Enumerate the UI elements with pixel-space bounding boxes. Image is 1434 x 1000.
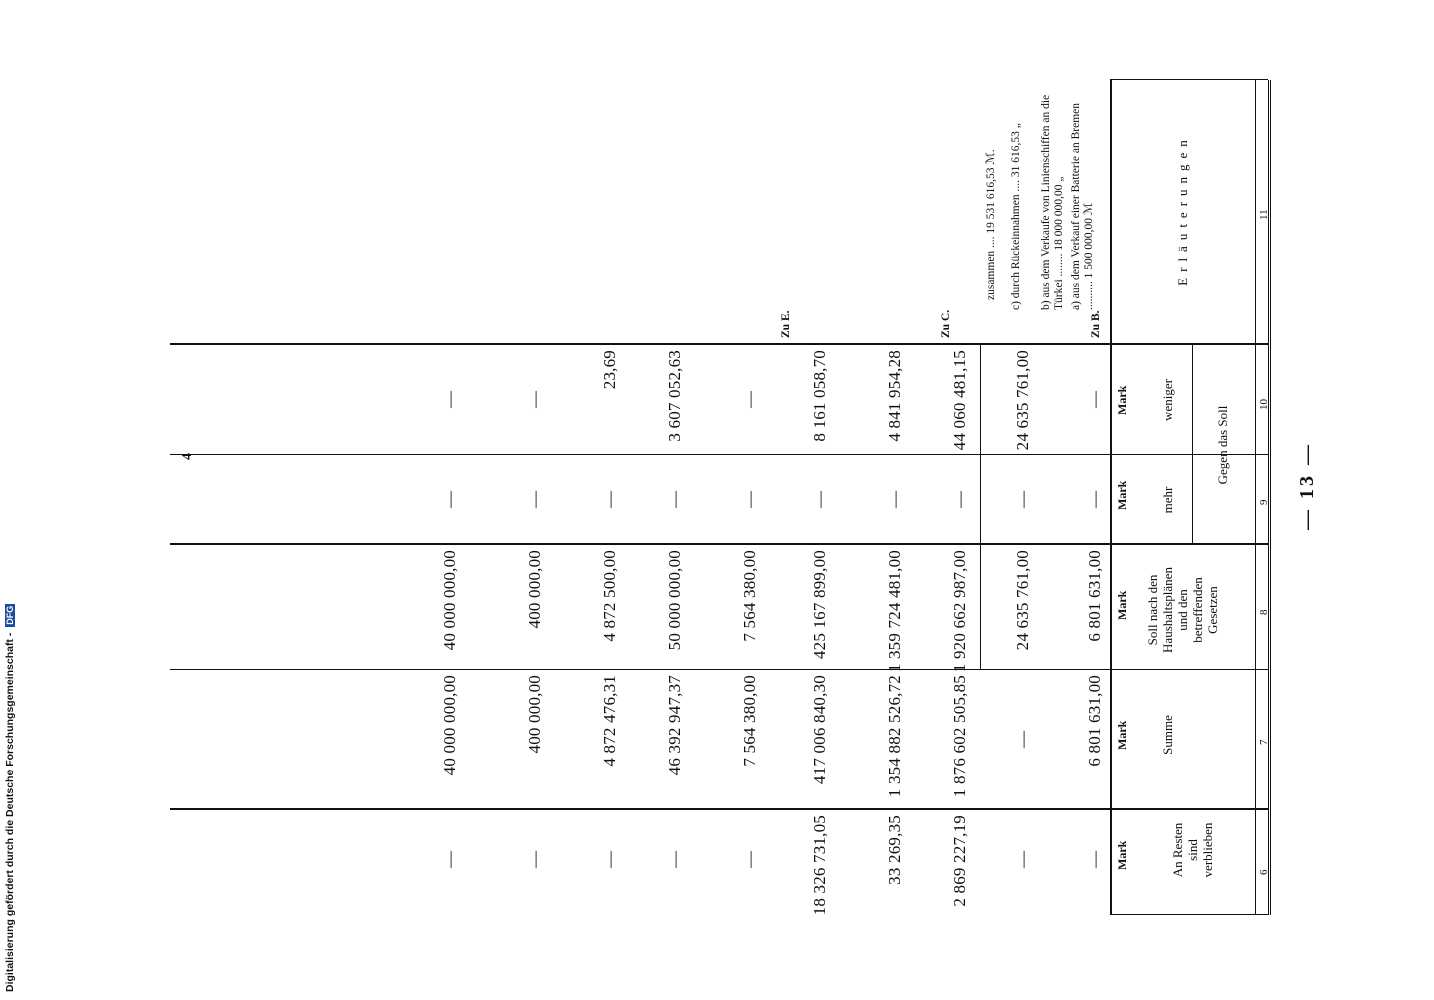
cell-c8-row-5: 425 167 899,00 — [810, 550, 829, 660]
unit-c9: Mark — [1115, 480, 1129, 510]
cell-c8-row-3: 1 920 662 987,00 — [950, 550, 969, 673]
col-sep-8-9 — [170, 543, 1268, 545]
page-signature: 4 — [180, 453, 195, 460]
header-c11: Erläuterungen — [1175, 134, 1190, 286]
cell-c7-row-2: — — [1013, 731, 1032, 748]
colno-rule — [1255, 80, 1256, 915]
cell-c8-row-10: 40 000 000,00 — [440, 550, 459, 651]
cell-c7-row-1: 6 801 631,00 — [1085, 675, 1104, 767]
cell-c10-row-9: — — [525, 391, 544, 408]
colno-10: 10 — [1258, 399, 1270, 410]
table-right-edge — [1110, 79, 1268, 80]
table-top-rule — [1268, 80, 1271, 915]
cell-c10-row-1: — — [1085, 391, 1104, 408]
cell-c7-row-9: 400 000,00 — [525, 675, 544, 754]
cell-c6-row-4: 33 269,35 — [885, 815, 904, 885]
cell-c8-row-8: 4 872 500,00 — [600, 550, 619, 642]
cell-c7-row-7: 46 392 947,37 — [665, 675, 684, 776]
unit-c8: Mark — [1115, 590, 1129, 620]
page-number: — 13 — — [1296, 442, 1318, 530]
cell-c6-row-10: — — [440, 851, 459, 868]
cell-c6-row-3: 2 869 227,19 — [950, 815, 969, 907]
cell-c8-row-2: 24 635 761,00 — [1013, 550, 1032, 651]
total-underline — [980, 345, 981, 670]
header-c9: mehr — [1160, 486, 1175, 514]
cell-c9-row-6: — — [740, 491, 759, 508]
note-b-label: Zu B. — [1090, 310, 1102, 338]
group-rule-910 — [1192, 345, 1193, 545]
header-c7: Summe — [1160, 715, 1175, 755]
header-c10: weniger — [1160, 379, 1175, 421]
cell-c10-row-10: — — [440, 391, 459, 408]
cell-c10-row-7: 3 607 052,63 — [665, 350, 684, 442]
unit-c7: Mark — [1115, 720, 1129, 750]
colno-7: 7 — [1258, 739, 1270, 745]
colno-9: 9 — [1258, 499, 1270, 505]
cell-c10-row-4: 4 841 954,28 — [885, 350, 904, 442]
cell-c6-row-5: 18 326 731,05 — [810, 815, 829, 916]
cell-c9-row-8: — — [600, 491, 619, 508]
cell-c9-row-2: — — [1013, 491, 1032, 508]
cell-c8-row-7: 50 000 000,00 — [665, 550, 684, 651]
header-group-910: Gegen das Soll — [1215, 405, 1230, 485]
note-b-line-a: a) aus dem Verkauf einer Batterie an Bremen .......... 1 500 000,00 ℳ — [1070, 102, 1095, 310]
cell-c7-row-8: 4 872 476,31 — [600, 675, 619, 767]
cell-c6-row-7: — — [665, 851, 684, 868]
note-e-label: Zu E. — [780, 310, 792, 338]
cell-c7-row-4: 1 354 882 526,72 — [885, 675, 904, 798]
header-c6: An Resten sind verblieben — [1170, 822, 1215, 878]
note-c-label: Zu C. — [940, 309, 952, 338]
colno-6: 6 — [1258, 869, 1270, 875]
colno-11: 11 — [1258, 209, 1270, 220]
cell-c10-row-6: — — [740, 391, 759, 408]
dfg-logo-icon: DFG — [5, 605, 15, 625]
cell-c6-row-2: — — [1013, 851, 1032, 868]
cell-c10-row-3: 44 060 481,15 — [950, 350, 969, 451]
cell-c10-row-5: 8 161 058,70 — [810, 350, 829, 442]
dfg-sidebar-label: Digitalisierung gefördert durch die Deutsche Forschungsgemeinschaft - — [4, 632, 16, 992]
table-left-edge — [1110, 914, 1268, 915]
unit-c10: Mark — [1115, 385, 1129, 415]
cell-c7-row-10: 40 000 000,00 — [440, 675, 459, 776]
cell-c9-row-3: — — [950, 491, 969, 508]
header-c8: Soll nach den Haushaltsplänen und den betreffenden Gesetzen — [1145, 567, 1220, 653]
col-sep-9-10 — [170, 454, 1268, 455]
cell-c8-row-4: 1 359 724 481,00 — [885, 550, 904, 673]
cell-c10-row-8: 23,69 — [600, 350, 619, 390]
cell-c6-row-1: — — [1085, 851, 1104, 868]
cell-c6-row-9: — — [525, 851, 544, 868]
note-b-line-sum: zusammen .... 19 531 616,53 ℳ. — [985, 149, 997, 300]
cell-c8-row-1: 6 801 631,00 — [1085, 550, 1104, 642]
cell-c8-row-9: 400 000,00 — [525, 550, 544, 629]
colno-8: 8 — [1258, 609, 1270, 615]
cell-c9-row-1: — — [1085, 491, 1104, 508]
cell-c6-row-6: — — [740, 851, 759, 868]
unit-c6: Mark — [1115, 840, 1129, 870]
note-b-line-b: b) aus dem Verkaufe von Linienschiffen an die Türkei ........ 18 000 000,00 „ — [1040, 94, 1065, 310]
col-sep-10-11 — [170, 343, 1268, 345]
note-b-line-c: c) durch Rückeinnahmen .... 31 616,53 „ — [1010, 123, 1022, 310]
dfg-sidebar — [4, 600, 18, 992]
cell-c9-row-4: — — [885, 491, 904, 508]
cell-c7-row-6: 7 564 380,00 — [740, 675, 759, 767]
header-bottom-rule — [1110, 80, 1112, 915]
cell-c9-row-5: — — [810, 491, 829, 508]
cell-c9-row-10: — — [440, 491, 459, 508]
cell-c9-row-7: — — [665, 491, 684, 508]
cell-c10-row-2: 24 635 761,00 — [1013, 350, 1032, 451]
cell-c6-row-8: — — [600, 851, 619, 868]
cell-c8-row-6: 7 564 380,00 — [740, 550, 759, 642]
cell-c7-row-3: 1 876 602 505,85 — [950, 675, 969, 798]
dfg-sidebar-text — [4, 600, 18, 992]
cell-c9-row-9: — — [525, 491, 544, 508]
cell-c7-row-5: 417 006 840,30 — [810, 675, 829, 785]
